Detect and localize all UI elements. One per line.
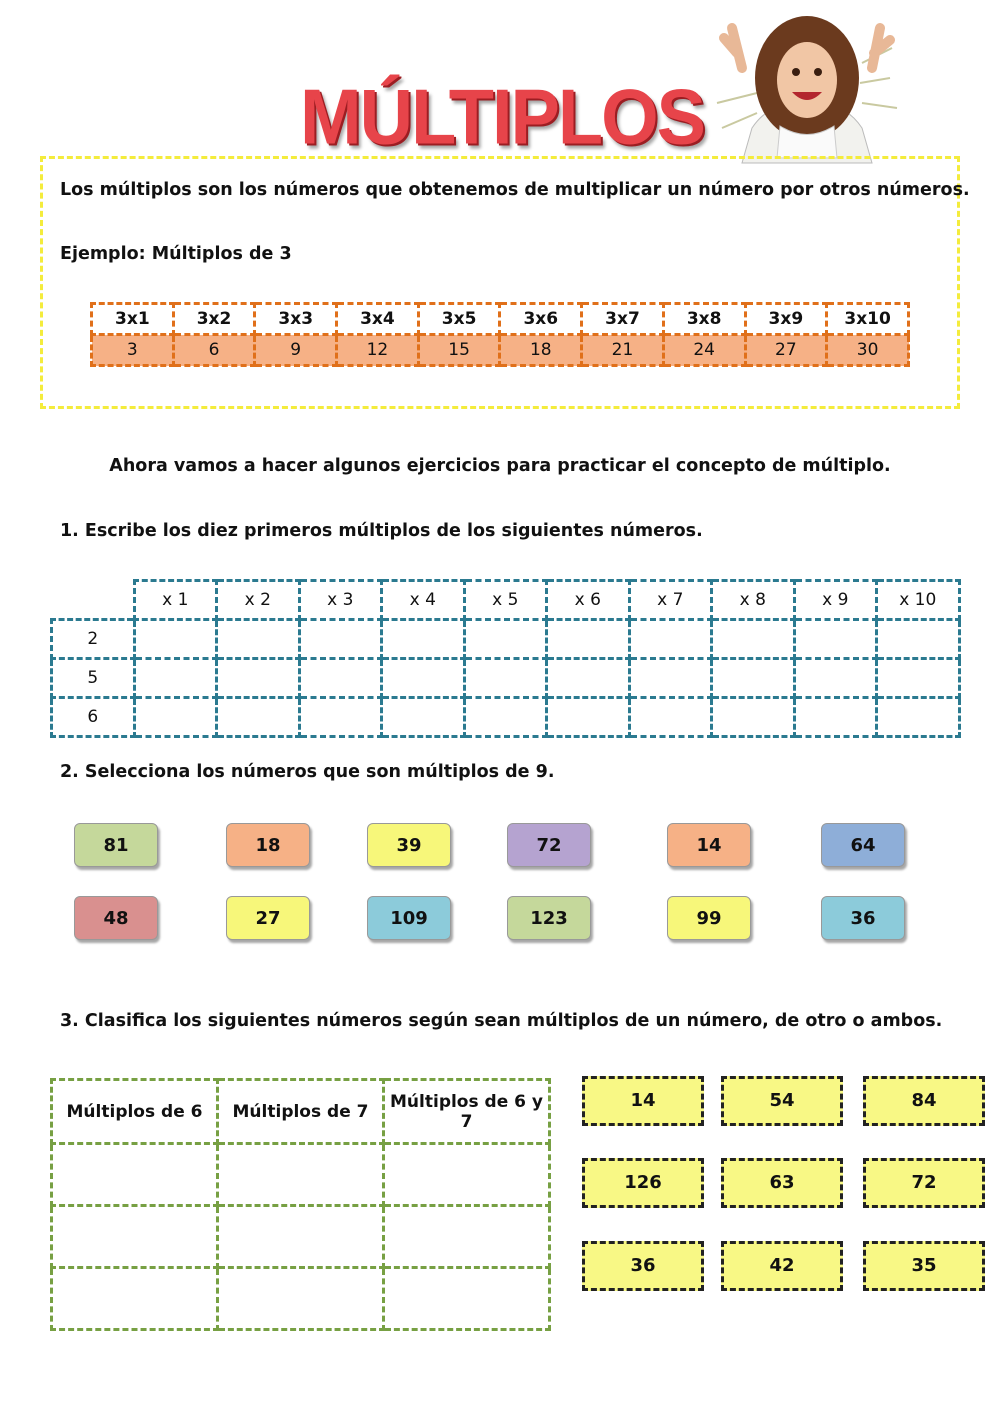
column-header: x 7 [629, 581, 712, 620]
example-expression: 3x1 [92, 304, 174, 335]
multiples-row [52, 620, 960, 659]
answer-cell[interactable] [134, 659, 217, 698]
example-label: Ejemplo: Múltiplos de 3 [60, 244, 292, 264]
column-header: x 9 [794, 581, 877, 620]
exercise3-prompt: 3. Clasifica los siguientes números según sean múltiplos de un número, de otro o ambos. [60, 1011, 943, 1031]
answer-cell[interactable] [217, 659, 300, 698]
answer-cell[interactable] [877, 620, 960, 659]
number-tile[interactable]: 36 [821, 896, 905, 940]
example-result: 30 [827, 335, 909, 366]
example-expression: 3x8 [663, 304, 745, 335]
column-header: Múltiplos de 6 y 7 [384, 1080, 550, 1144]
column-header: x 3 [299, 581, 382, 620]
example-expression: 3x6 [500, 304, 582, 335]
number-card[interactable]: 126 [582, 1158, 704, 1208]
answer-cell[interactable] [877, 659, 960, 698]
example-expression: 3x4 [337, 304, 419, 335]
multiples-row [52, 659, 960, 698]
example-expression: 3x5 [418, 304, 500, 335]
multiples-table [50, 579, 961, 738]
column-header: Múltiplos de 6 [52, 1080, 218, 1144]
column-header: Múltiplos de 7 [218, 1080, 384, 1144]
multiples-header-row [52, 581, 960, 620]
number-tile[interactable]: 27 [226, 896, 310, 940]
number-tile[interactable]: 18 [226, 823, 310, 867]
intro-text: Ahora vamos a hacer algunos ejercicios para practicar el concepto de múltiplo. [109, 456, 891, 476]
answer-cell[interactable] [464, 698, 547, 737]
answer-cell[interactable] [629, 659, 712, 698]
answer-cell[interactable] [629, 698, 712, 737]
answer-cell[interactable] [382, 698, 465, 737]
answer-cell[interactable] [712, 698, 795, 737]
number-tile[interactable]: 39 [367, 823, 451, 867]
number-tile[interactable]: 109 [367, 896, 451, 940]
column-header: x 2 [217, 581, 300, 620]
example-result: 9 [255, 335, 337, 366]
example-result: 12 [337, 335, 419, 366]
number-tile[interactable]: 14 [667, 823, 751, 867]
example-result: 3 [92, 335, 174, 366]
answer-cell[interactable] [299, 698, 382, 737]
answer-cell[interactable] [547, 659, 630, 698]
row-header: 6 [52, 698, 135, 737]
answer-cell[interactable] [134, 620, 217, 659]
answer-cell[interactable] [464, 659, 547, 698]
number-tile[interactable]: 72 [507, 823, 591, 867]
example-result: 15 [418, 335, 500, 366]
number-card[interactable]: 54 [721, 1076, 843, 1126]
answer-cell[interactable] [464, 620, 547, 659]
number-card[interactable]: 72 [863, 1158, 985, 1208]
column-header: x 4 [382, 581, 465, 620]
number-tiles [0, 820, 1000, 950]
number-card[interactable]: 14 [582, 1076, 704, 1126]
example-result: 18 [500, 335, 582, 366]
answer-cell[interactable] [217, 698, 300, 737]
example-result: 27 [745, 335, 827, 366]
example-expression: 3x3 [255, 304, 337, 335]
avatar-illustration [712, 8, 902, 168]
answer-cell[interactable] [877, 698, 960, 737]
column-header: x 8 [712, 581, 795, 620]
example-expressions-row [92, 304, 909, 335]
column-header: x 5 [464, 581, 547, 620]
answer-cell[interactable] [382, 620, 465, 659]
example-expression: 3x10 [827, 304, 909, 335]
column-header: x 1 [134, 581, 217, 620]
exercise1-prompt: 1. Escribe los diez primeros múltiplos de los siguientes números. [60, 521, 703, 541]
number-card[interactable]: 84 [863, 1076, 985, 1126]
draggable-cards [0, 1076, 1000, 1296]
column-header: x 6 [547, 581, 630, 620]
answer-cell[interactable] [134, 698, 217, 737]
answer-cell[interactable] [794, 620, 877, 659]
example-expression: 3x7 [582, 304, 664, 335]
number-tile[interactable]: 81 [74, 823, 158, 867]
definition-text: Los múltiplos son los números que obtenemos de multiplicar un número por otros números. [60, 180, 970, 200]
answer-cell[interactable] [629, 620, 712, 659]
row-header: 2 [52, 620, 135, 659]
number-card[interactable]: 42 [721, 1241, 843, 1291]
number-card[interactable]: 35 [863, 1241, 985, 1291]
example-result: 6 [173, 335, 255, 366]
example-result: 21 [582, 335, 664, 366]
answer-cell[interactable] [712, 620, 795, 659]
answer-cell[interactable] [217, 620, 300, 659]
answer-cell[interactable] [794, 659, 877, 698]
answer-cell[interactable] [794, 698, 877, 737]
column-header: x 10 [877, 581, 960, 620]
number-tile[interactable]: 48 [74, 896, 158, 940]
number-tile[interactable]: 123 [507, 896, 591, 940]
exercise2-prompt: 2. Selecciona los números que son múltiplos de 9. [60, 762, 555, 782]
corner-cell [52, 581, 135, 620]
example-expression: 3x9 [745, 304, 827, 335]
answer-cell[interactable] [712, 659, 795, 698]
answer-cell[interactable] [547, 698, 630, 737]
multiples-row [52, 698, 960, 737]
number-tile[interactable]: 99 [667, 896, 751, 940]
example-result: 24 [663, 335, 745, 366]
page-title: MÚLTIPLOS [300, 72, 705, 161]
answer-cell[interactable] [547, 620, 630, 659]
example-table [90, 302, 910, 367]
answer-cell[interactable] [299, 620, 382, 659]
number-card[interactable]: 36 [582, 1241, 704, 1291]
example-expression: 3x2 [173, 304, 255, 335]
answer-cell[interactable] [299, 659, 382, 698]
example-results-row [92, 335, 909, 366]
row-header: 5 [52, 659, 135, 698]
number-card[interactable]: 63 [721, 1158, 843, 1208]
number-tile[interactable]: 64 [821, 823, 905, 867]
answer-cell[interactable] [382, 659, 465, 698]
